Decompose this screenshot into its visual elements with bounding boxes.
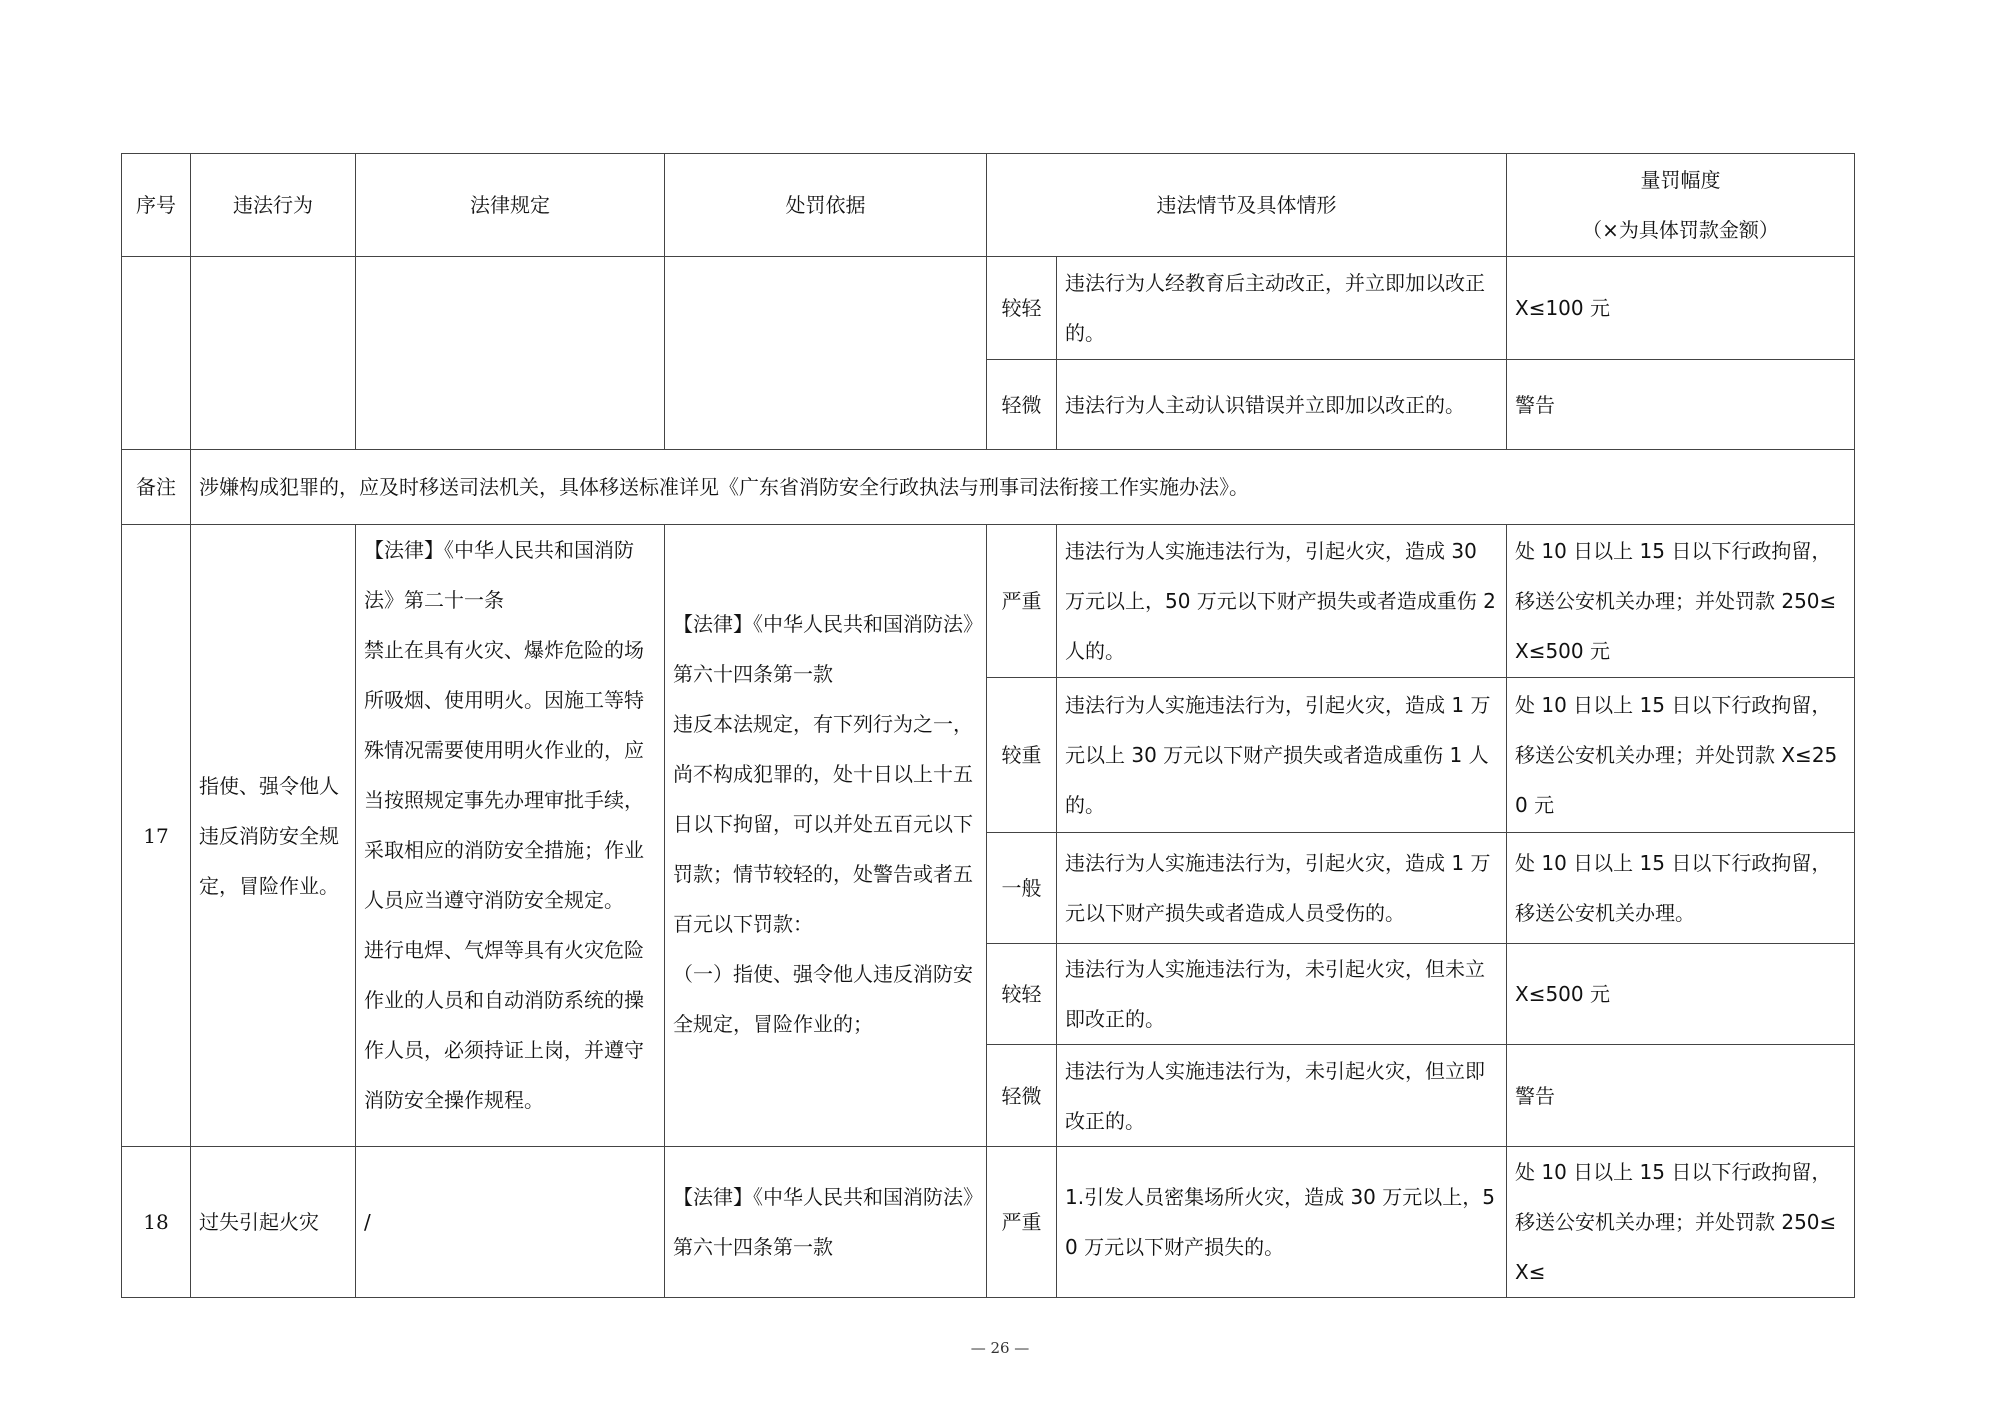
page-number: — 26 — [970, 1339, 1030, 1357]
penalty-cell: X≤500 元 [1507, 944, 1855, 1045]
circumstance-cell: 违法行为人实施违法行为，未引起火灾，但未立即改正的。 [1057, 944, 1507, 1045]
level-cell: 严重 [987, 525, 1057, 678]
note-row [122, 450, 1855, 525]
item17-violation: 指使、强令他人违反消防安全规定，冒险作业。 [191, 525, 356, 1147]
item17-seq: 17 [122, 525, 191, 1147]
cont-basis-cell [665, 257, 987, 450]
header-range [1507, 154, 1855, 257]
item18-seq: 18 [122, 1147, 191, 1298]
header-range-line1: 量罚幅度 [1640, 168, 1721, 192]
penalty-cell: 处 10 日以上 15 日以下行政拘留，移送公安机关办理。 [1507, 833, 1855, 944]
level-cell: 严重 [987, 1147, 1057, 1298]
item18-basis: 【法律】《中华人民共和国消防法》第六十四条第一款 [665, 1147, 987, 1298]
circumstance-cell: 违法行为人主动认识错误并立即加以改正的。 [1057, 360, 1507, 450]
item18-violation: 过失引起火灾 [191, 1147, 356, 1298]
item17-basis: 【法律】《中华人民共和国消防法》第六十四条第一款 违反本法规定，有下列行为之一，尚不构成犯罪的，处十日以上十五日以下拘留，可以并处五百元以下罚款；情节较轻的，处警告或者五百元以下罚款： （一）指使、强令他人违反消防安全规定，冒险作业的； [665, 525, 987, 1147]
penalty-cell: 处 10 日以上 15 日以下行政拘留，移送公安机关办理；并处罚款 250≤X≤ [1507, 1147, 1855, 1298]
note-label: 备注 [122, 450, 191, 525]
table-row [122, 1147, 1855, 1298]
item18-law: / [356, 1147, 665, 1298]
level-cell: 轻微 [987, 360, 1057, 450]
penalty-cell: 处 10 日以上 15 日以下行政拘留，移送公安机关办理；并处罚款 250≤X≤500 元 [1507, 525, 1855, 678]
header-law: 法律规定 [356, 154, 665, 257]
level-cell: 较重 [987, 678, 1057, 833]
penalty-cell: 警告 [1507, 360, 1855, 450]
cont-law-cell [356, 257, 665, 450]
item17-law: 【法律】《中华人民共和国消防法》第二十一条 禁止在具有火灾、爆炸危险的场所吸烟、使用明火。因施工等特殊情况需要使用明火作业的，应当按照规定事先办理审批手续，采取相应的消防安全措施；作业人员应当遵守消防安全规定。 进行电焊、气焊等具有火灾危险作业的人员和自动消防系统的操作人员，必须持证上岗，并遵守消防安全操作规程。 [356, 525, 665, 1147]
penalty-table [121, 153, 1855, 1298]
level-cell: 较轻 [987, 257, 1057, 360]
header-seq: 序号 [122, 154, 191, 257]
header-row [122, 154, 1855, 257]
table-row [122, 257, 1855, 360]
header-range-line2: （×为具体罚款金额） [1582, 218, 1779, 242]
note-text: 涉嫌构成犯罪的，应及时移送司法机关，具体移送标准详见《广东省消防安全行政执法与刑事司法衔接工作实施办法》。 [191, 450, 1855, 525]
circumstance-cell: 违法行为人实施违法行为，引起火灾，造成 1 万元以上 30 万元以下财产损失或者造成重伤 1 人的。 [1057, 678, 1507, 833]
header-violation: 违法行为 [191, 154, 356, 257]
header-basis: 处罚依据 [665, 154, 987, 257]
circumstance-cell: 1.引发人员密集场所火灾，造成 30 万元以上，50 万元以下财产损失的。 [1057, 1147, 1507, 1298]
circumstance-cell: 违法行为人经教育后主动改正，并立即加以改正的。 [1057, 257, 1507, 360]
penalty-cell: X≤100 元 [1507, 257, 1855, 360]
circumstance-cell: 违法行为人实施违法行为，引起火灾，造成 1 万元以下财产损失或者造成人员受伤的。 [1057, 833, 1507, 944]
cont-seq-cell [122, 257, 191, 450]
level-cell: 轻微 [987, 1045, 1057, 1147]
header-circumstance: 违法情节及具体情形 [987, 154, 1507, 257]
level-cell: 较轻 [987, 944, 1057, 1045]
circumstance-cell: 违法行为人实施违法行为，未引起火灾，但立即改正的。 [1057, 1045, 1507, 1147]
level-cell: 一般 [987, 833, 1057, 944]
penalty-cell: 处 10 日以上 15 日以下行政拘留，移送公安机关办理；并处罚款 X≤250 元 [1507, 678, 1855, 833]
penalty-cell: 警告 [1507, 1045, 1855, 1147]
cont-violation-cell [191, 257, 356, 450]
circumstance-cell: 违法行为人实施违法行为，引起火灾，造成 30 万元以上，50 万元以下财产损失或者造成重伤 2 人的。 [1057, 525, 1507, 678]
table-row [122, 525, 1855, 678]
